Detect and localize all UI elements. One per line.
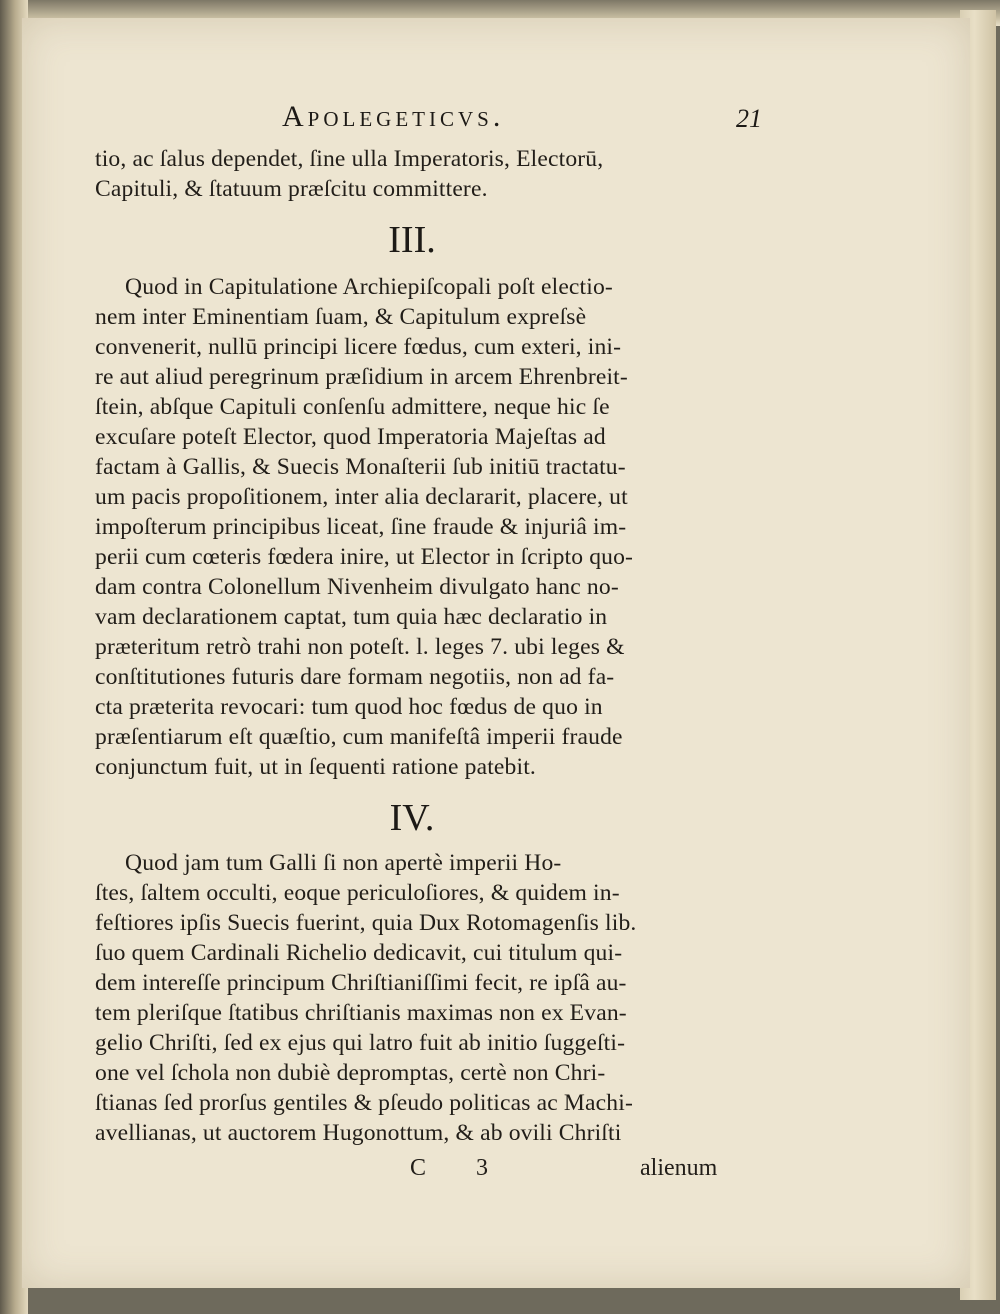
text-line: perii cum cœteris fœdera inire, ut Elector in ſcripto quo- <box>95 544 634 570</box>
section-heading-iii: III. <box>388 219 436 261</box>
text-line: tem pleriſque ſtatibus chriſtianis maximas non ex Evan- <box>95 1000 627 1026</box>
section-heading-iv: IV. <box>389 797 435 839</box>
text-line: feſtiores ipſis Suecis fuerint, quia Dux Rotomagenſis lib. <box>95 910 637 936</box>
text-line: impoſterum principibus liceat, ſine fraude & injuriâ im- <box>95 514 627 540</box>
text-line: Capituli, & ſtatuum præſcitu committere. <box>95 176 488 202</box>
text-line: Quod in Capitulatione Archiepiſcopali poſt electio- <box>125 274 613 300</box>
catchword: alienum <box>640 1155 718 1181</box>
running-title: Apolegeticvs. <box>282 100 505 133</box>
page-number: 21 <box>736 104 762 133</box>
section-iv-body <box>95 848 755 1148</box>
section-iii-body <box>95 272 755 782</box>
text-line: ſtein, abſque Capituli conſenſu admittere, neque hic ſe <box>95 394 610 420</box>
text-line: cta præterita revocari: tum quod hoc fœdus de quo in <box>95 694 603 720</box>
text-line: Quod jam tum Galli ſi non apertè imperii Ho- <box>125 850 562 876</box>
text-line: convenerit, nullū principi licere fœdus, cum exteri, ini- <box>95 334 622 360</box>
text-line: gelio Chriſti, ſed ex ejus qui latro fuit ab initio ſuggeſti- <box>95 1030 626 1056</box>
text-line: um pacis propoſitionem, inter alia declararit, placere, ut <box>95 484 628 510</box>
text-line: conjunctum fuit, ut in ſequenti ratione patebit. <box>95 754 536 780</box>
text-line: nem inter Eminentiam ſuam, & Capitulum expreſsè <box>95 304 587 330</box>
running-head <box>282 100 762 140</box>
text-line: dem intereſſe principum Chriſtianiſſimi fecit, re ipſâ au- <box>95 970 627 996</box>
text-line: excuſare poteſt Elector, quod Imperatoria Majeſtas ad <box>95 424 606 450</box>
text-line: præteritum retrò trahi non poteſt. l. leges 7. ubi leges & <box>95 634 625 660</box>
text-line: præſentiarum eſt quæſtio, cum manifeſtâ imperii fraude <box>95 724 623 750</box>
text-line: dam contra Colonellum Nivenheim divulgato hanc no- <box>95 574 619 600</box>
text-line: re aut aliud peregrinum præſidium in arcem Ehrenbreit- <box>95 364 628 390</box>
text-line: ſuo quem Cardinali Richelio dedicavit, cui titulum qui- <box>95 940 623 966</box>
continuation-paragraph <box>95 144 755 204</box>
text-line: conſtitutiones futuris dare formam negotiis, non ad fa- <box>95 664 615 690</box>
text-line: vam declarationem captat, tum quia hæc declaratio in <box>95 604 608 630</box>
text-line: ſtianas ſed prorſus gentiles & pſeudo politicas ac Machi- <box>95 1090 633 1116</box>
signature-mark: C 3 <box>410 1155 511 1181</box>
text-line: avellianas, ut auctorem Hugonottum, & ab ovili Chriſti <box>95 1120 622 1146</box>
text-line: tio, ac ſalus dependet, ſine ulla Imperatoris, Electorū, <box>95 146 604 172</box>
text-line: ſtes, ſaltem occulti, eoque periculoſiores, & quidem in- <box>95 880 620 906</box>
text-line: one vel ſchola non dubiè depromptas, certè non Chri- <box>95 1060 606 1086</box>
text-line: factam à Gallis, & Suecis Monaſterii ſub initiū tractatu- <box>95 454 626 480</box>
